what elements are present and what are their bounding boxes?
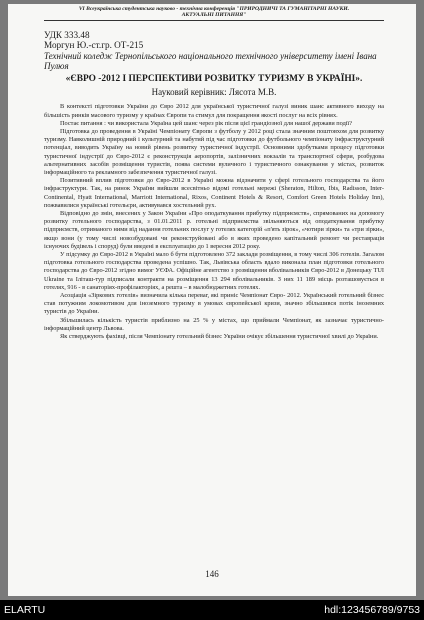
repository-watermark: ELARTU (4, 604, 46, 616)
page-number: 146 (205, 569, 219, 579)
scientific-adviser: Науковий керівник: Лясота М.В. (151, 86, 277, 97)
running-head: VI Всеукраїнська студентська науково - технічна конференція "ПРИРОДНИЧІ ТА ГУМАНІТАРНІ НАУКИ. АКТУАЛЬНІ ПИТАННЯ" (78, 6, 350, 19)
article-body (44, 103, 384, 341)
paragraph: Збільшилась кількість туристів приблизно на 25 % у містах, що приймали Чемпіонат, як зазначає туристично-інформаційний центр Львова. (44, 316, 384, 332)
paragraph: Відповідно до змін, внесених у Закон України «Про оподаткування прибутку підприємств», спрямованих на допомогу розвитку готельного господарства, з 01.01.2011 р. готельні підприємства звільняються від оподаткування прибутку підприємств, отриманого ними від надання готельних послуг у готелях категорій «п'ять зірок», «чотири зірки» та «три зірки», якщо вони (у тому числі новозбудовані чи реконструйовані або в яких проведено капітальний ремонт чи реставрація існуючих будівель і споруд) були введені в експлуатацію до 1 вересня 2012 року. (44, 210, 384, 250)
paragraph: В контексті підготовки України до Євро 2012 для української туристичної галузі виник шанс активного виходу на більшість ринків масового туризму у країнах Європи та стимул для покращення якості послуг на всіх рівнях. (44, 103, 384, 119)
paragraph: Як стверджують фахівці, після Чемпіонату готельний бізнес України очікує збільшення туристичної хвилі до України. (60, 333, 379, 341)
udk-code: УДК 333.48 (44, 29, 90, 40)
document-page (8, 4, 416, 596)
affiliation: Технічний коледж Тернопільського національного технічного університету імені Івана Пулюя (44, 51, 377, 72)
author-line: Моргун Ю.-ст.гр. ОТ-215 (44, 40, 144, 51)
paragraph: Асоціація «Зіркових готелів» визначила кілька переваг, які приніс Чемпіонат Євро- 2012. Український готельний бізнес став потужним локомотивом для іноземного туризму в умовах європейської кризи, значно збільшився потік іноземних туристів до України. (44, 292, 384, 316)
paragraph: У підсумку до Євро-2012 в Україні мало б бути підготовлено 372 заклади розміщення, в тому числі 306 готелів. Загалом підготовка готельного господарства проведена успішно. Так, Львівська область вдало виконала план підготовки готельного господарства до Євро-2012 згідно вимог УЄФА. Офіційне агентство з розміщення вболівальників Євро-2012 в Донецьку TUI Ukraine та Іліташ-тур підписали контракти на розміщення 13 294 вболівальників. З них 11 189 місць розташовується в готелях, 916 - в санаторіях-профілакторіях, а решта – в малобюджетних готелях. (44, 251, 384, 291)
handle-watermark: hdl:123456789/9753 (324, 604, 420, 616)
paragraph: Постає питання : чи використала Україна цей шанс через рік після цієї грандіозної для нашої держави події? (60, 119, 353, 127)
article-title: «ЄВРО -2012 І ПЕРСПЕКТИВИ РОЗВИТКУ ТУРИЗМУ В УКРАЇНІ». (65, 73, 363, 84)
header-rule (44, 20, 384, 21)
paragraph: Підготовка до проведення в Україні Чемпіонату Європи з футболу у 2012 році стала значним поштовхом для розвитку туризму. Навколишній природний і культурний та набутий під час підготовки до футбольного чемпіонату інфраструктурний потенціал, виводить Україну на новий рівень розвитку туристичної індустрії. Основними здобутками процесу підготовки туристичної індустрії до Євро-2012 є реконструкція аеропортів, залізничних вокзалів та транспортної сфери, розбудова альтернативних засобів розміщення туристів, поява системи вуличного і туристичного ознакування у містах, розвиток інформаційного та рекламного забезпечення туристичної галузі. (44, 128, 384, 177)
paragraph: Позитивний вплив підготовки до Євро-2012 в Україні можна відзначити у сфері готельного господарства та його інфраструктури. Так, на ринок України вийшли всесвітньо відомі готельні мережі (Sheraton, Hilton, Ibis, Radisson, Inter-Continental, Hyatt International, Marriott International, Rixos, Continent Hotels & Resort, Comfort Green Hotels Holiday Inn), пожвавилися українські готельєри, активувався хостельний рух. (44, 177, 384, 209)
